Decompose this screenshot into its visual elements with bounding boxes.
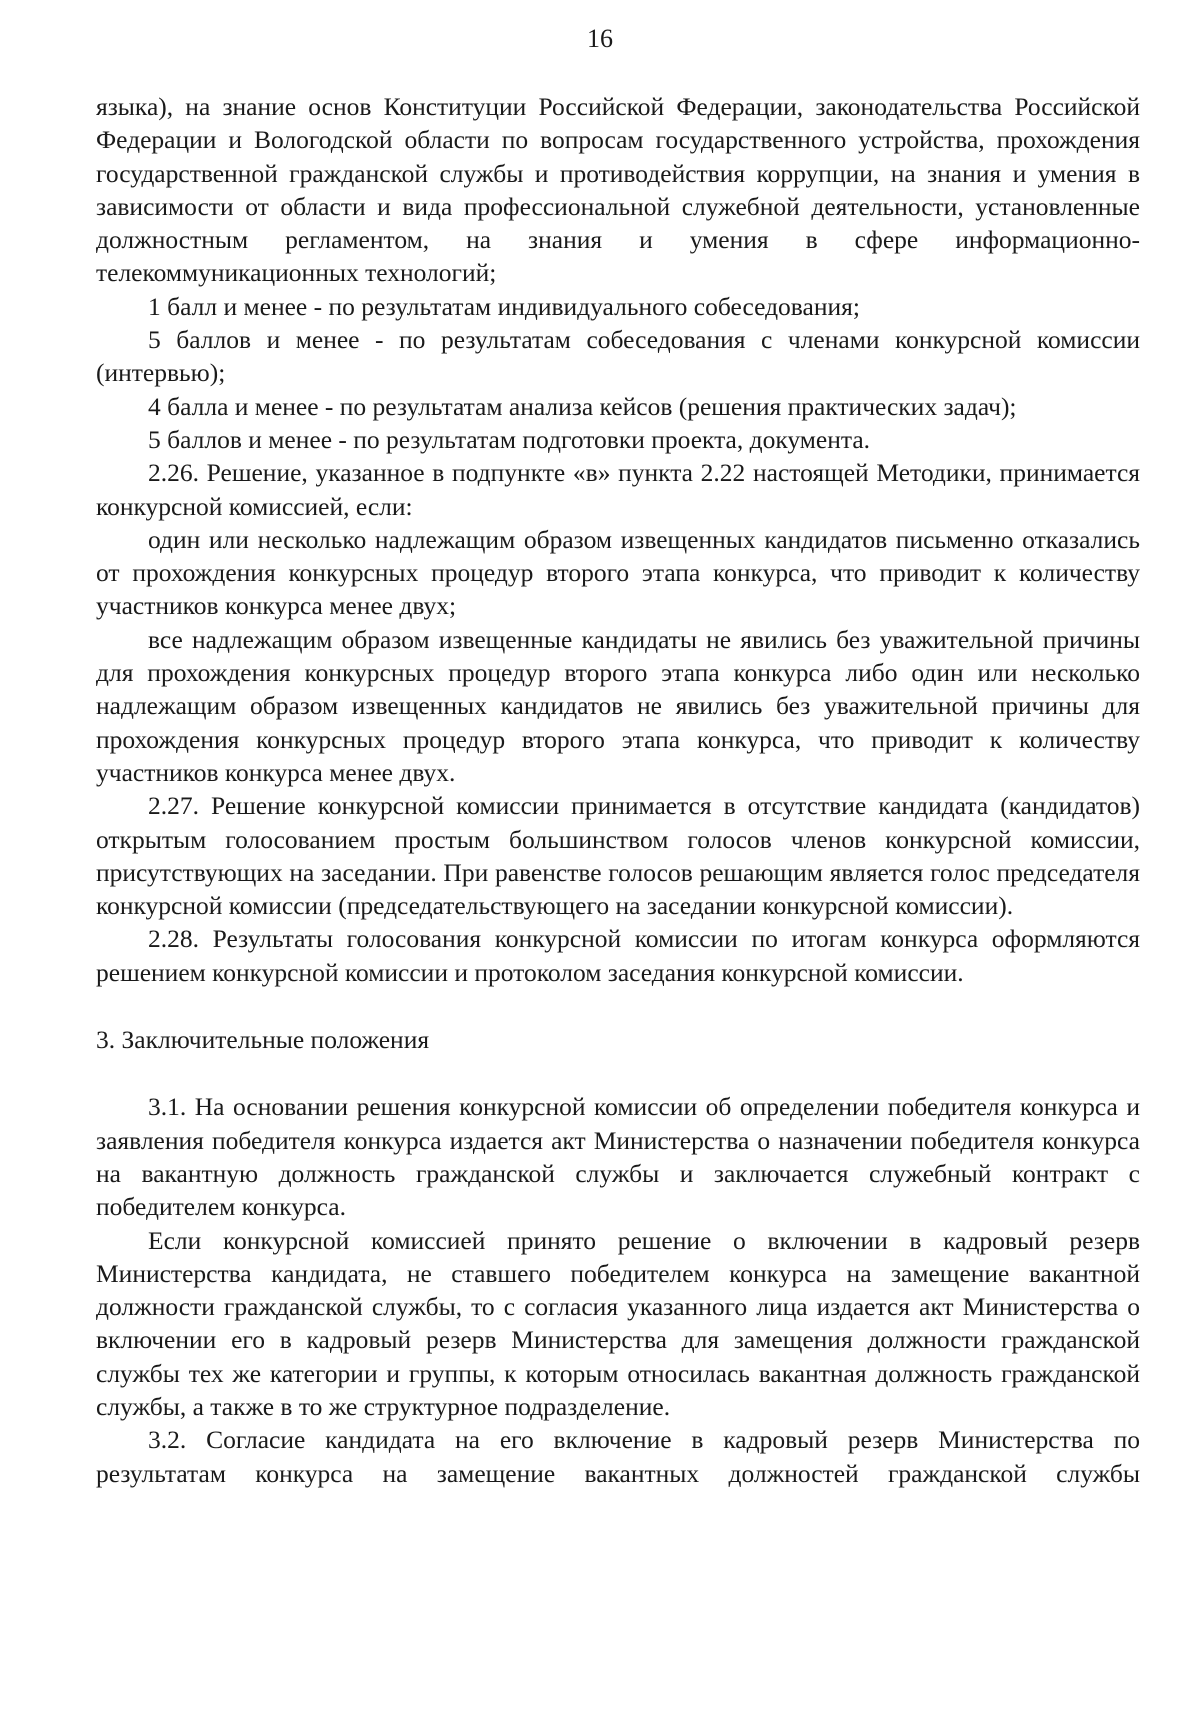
paragraph-2-26: 2.26. Решение, указанное в подпункте «в» пункта 2.22 настоящей Методики, принимается конкурсной комиссией, если: — [96, 458, 1140, 521]
paragraph-2-26-case-two: все надлежащим образом извещенные кандидаты не явились без уважительной причины для прохождения конкурсных процедур второго этапа конкурса либо один или несколько надлежащим образом извещенных кандидатов не явились без уважительной причины для прохождения конкурсных процедур второго этапа конкурса, что приводит к количеству участников конкурса менее двух. — [96, 624, 1140, 787]
paragraph-2-26-case-one: один или несколько надлежащим образом извещенных кандидатов письменно отказались от прохождения конкурсных процедур второго этапа конкурса, что приводит к количеству участников конкурса менее двух; — [96, 524, 1140, 621]
section-heading: 3. Заключительные положения — [96, 1025, 430, 1055]
paragraph-2-27: 2.27. Решение конкурсной комиссии принимается в отсутствие кандидата (кандидатов) открытым голосованием простым большинством голосов членов конкурсной комиссии, присутствующих на заседании. При равенстве голосов решающим является голос председателя конкурсной комиссии (председательствующего на заседании конкурсной комиссии). — [96, 791, 1140, 921]
paragraph-score-case-analysis: 4 балла и менее - по результатам анализа кейсов (решения практических задач); — [148, 391, 1017, 421]
document-body — [96, 90, 1140, 1490]
paragraph-score-individual-interview: 1 балл и менее - по результатам индивидуального собеседования; — [148, 291, 860, 321]
paragraph-3-2: 3.2. Согласие кандидата на его включение в кадровый резерв Министерства по результатам конкурса на замещение вакантных должностей гражданской службы — [96, 1425, 1140, 1488]
page-number: 16 — [587, 24, 613, 53]
paragraph-3-1-reserve: Если конкурсной комиссией принято решение о включении в кадровый резерв Министерства кандидата, не ставшего победителем конкурса на замещение вакантной должности гражданской службы, то с согласия указанного лица издается акт Министерства о включении его в кадровый резерв Министерства для замещения должности гражданской службы тех же категории и группы, к которым относилась вакантная должность гражданской службы, а также в то же структурное подразделение. — [96, 1225, 1140, 1421]
paragraph-2-28: 2.28. Результаты голосования конкурсной комиссии по итогам конкурса оформляются решением конкурсной комиссии и протоколом заседания конкурсной комиссии. — [96, 924, 1140, 987]
paragraph-continuation: языка), на знание основ Конституции Российской Федерации, законодательства Российской Федерации и Вологодской области по вопросам государственного устройства, прохождения государственной гражданской службы и противодействия коррупции, на знания и умения в зависимости от области и вида профессиональной служебной деятельности, установленные должностным регламентом, на знания и умения в сфере информационно-телекоммуникационных технологий; — [96, 92, 1140, 288]
paragraph-score-commission-interview: 5 баллов и менее - по результатам собеседования с членами конкурсной комиссии (интервью); — [96, 325, 1140, 388]
paragraph-score-project: 5 баллов и менее - по результатам подготовки проекта, документа. — [148, 424, 871, 454]
paragraph-3-1: 3.1. На основании решения конкурсной комиссии об определении победителя конкурса и заявления победителя конкурса издается акт Министерства о назначении победителя конкурса на вакантную должность гражданской службы и заключается служебный контракт с победителем конкурса. — [96, 1092, 1140, 1222]
